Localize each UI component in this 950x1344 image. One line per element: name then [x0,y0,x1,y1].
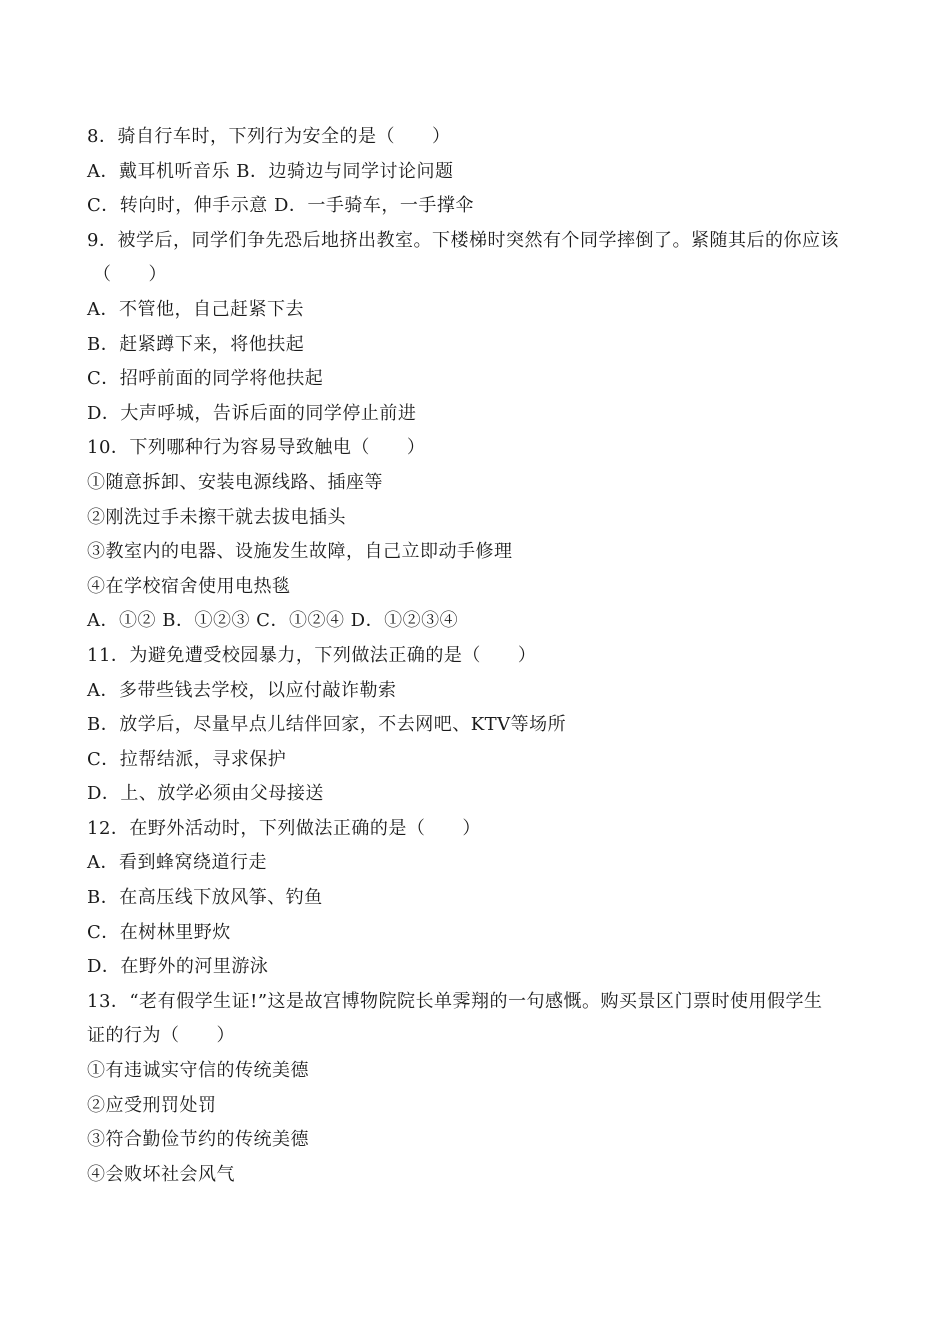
q9-stem: 9．被学后，同学们争先恐后地挤出教室。下楼梯时突然有个同学摔倒了。紧随其后的你应该 [87,229,839,251]
q10-statement-3: ③教室内的电器、设施发生故障，自己立即动手修理 [87,541,513,563]
exam-page [87,120,877,1192]
q8-stem: 8．骑自行车时，下列行为安全的是（ ） [87,126,451,147]
q9-option-d: D．大声呼城，告诉后面的同学停止前进 [87,402,417,424]
q9-option-a: A．不管他，自己赶紧下去 [87,298,304,320]
q12-option-a: A．看到蜂窝绕道行走 [87,852,267,874]
q9-option-b: B．赶紧蹲下来，将他扶起 [87,333,305,355]
q9-option-c: C．招呼前面的同学将他扶起 [87,368,324,390]
q10-stem: 10．下列哪种行为容易导致触电（ ） [87,437,426,459]
q11-stem: 11．为避免遭受校园暴力，下列做法正确的是（ ） [87,644,537,666]
q10-statement-4: ④在学校宿舍使用电热毯 [87,575,291,597]
q8-options-cd: C．转向时，伸手示意 D．一手骑车，一手撑伞 [87,195,474,217]
q12-stem: 12．在野外活动时，下列做法正确的是（ ） [87,817,481,839]
q9-stem-continued: （ ） [93,264,167,286]
q8-options-ab: A．戴耳机听音乐 B．边骑边与同学讨论问题 [87,160,454,182]
q11-option-d: D．上、放学必须由父母接送 [87,783,324,805]
q12-option-d: D．在野外的河里游泳 [87,956,269,978]
q13-statement-3: ③符合勤俭节约的传统美德 [87,1129,309,1151]
q12-option-c: C．在树林里野炊 [87,921,231,943]
q13-statement-4: ④会败坏社会风气 [87,1163,235,1185]
q13-stem: 13．“老有假学生证!”这是故宫博物院院长单霁翔的一句感慨。购买景区门票时使用假学生 [87,990,823,1012]
q11-option-c: C．拉帮结派，寻求保护 [87,748,287,770]
q10-statement-1: ①随意拆卸、安装电源线路、插座等 [87,471,383,493]
q12-option-b: B．在高压线下放风筝、钓鱼 [87,887,323,909]
q11-option-b: B．放学后，尽量早点儿结伴回家，不去网吧、KTV等场所 [87,714,567,736]
q13-statement-2: ②应受刑罚处罚 [87,1094,217,1116]
q10-statement-2: ②刚洗过手未擦干就去拔电插头 [87,506,346,528]
q11-option-a: A．多带些钱去学校，以应付敲诈勒索 [87,679,397,701]
q13-stem-continued: 证的行为（ ） [87,1025,235,1047]
q10-options: A．①② B．①②③ C．①②④ D．①②③④ [87,610,459,632]
q13-statement-1: ①有违诚实守信的传统美德 [87,1060,309,1082]
